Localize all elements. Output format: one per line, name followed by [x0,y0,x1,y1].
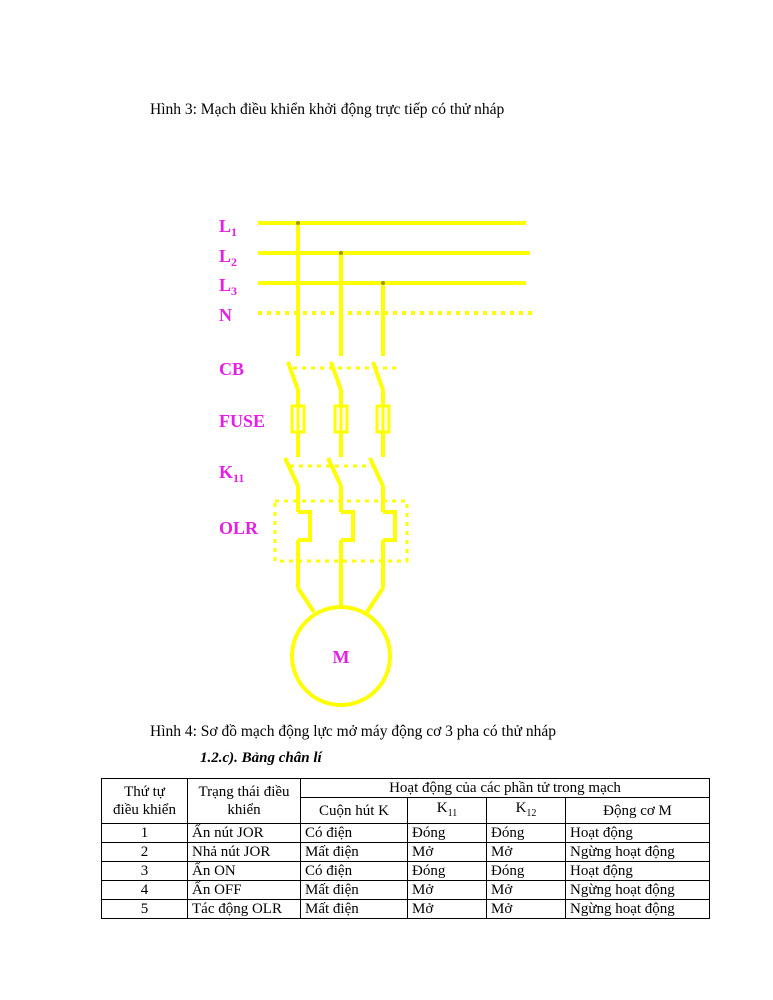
label-fuse: FUSE [219,411,266,431]
cell-state: Ấn ON [188,862,301,881]
k11-contact-1 [285,458,298,486]
cell-coil: Có điện [301,862,408,881]
olr-element-1 [298,512,310,540]
cell-order: 5 [102,900,188,919]
cell-state: Nhả nút JOR [188,843,301,862]
olr-element-3 [383,512,395,540]
cb-blade-1 [288,362,298,390]
cell-state: Ấn nút JOR [188,824,301,843]
cell-order: 4 [102,881,188,900]
cell-k11: Đóng [408,862,487,881]
table-row [102,824,710,843]
header-group: Hoạt động của các phần tử trong mạch [301,779,710,798]
cell-coil: Mất điện [301,881,408,900]
truth-table [101,778,710,919]
cell-k11: Đóng [408,824,487,843]
cell-coil: Có điện [301,824,408,843]
cell-motor: Ngừng hoạt động [566,843,710,862]
cell-k11: Mở [408,843,487,862]
cell-motor: Hoạt động [566,824,710,843]
table-row [102,881,710,900]
cell-motor: Hoạt động [566,862,710,881]
cell-order: 1 [102,824,188,843]
table-row [102,862,710,881]
header-k12: $K_{12}$ [487,798,566,824]
k11-contact-2 [328,458,341,486]
label-motor: M [332,647,350,667]
table-row [102,900,710,919]
junction-l2 [339,251,343,255]
cell-coil: Mất điện [301,843,408,862]
cell-k12: Mở [487,900,566,919]
cell-order: 3 [102,862,188,881]
cell-k12: Đóng [487,862,566,881]
figure-4-caption: Hình 4: Sơ đồ mạch động lực mở máy động cơ 3 pha có thử nháp [150,723,557,740]
cell-state: Ấn OFF [188,881,301,900]
header-motor: Động cơ M [566,798,710,824]
cell-k12: Đóng [487,824,566,843]
label-cb: CB [219,359,245,379]
header-state: Trạng thái điều khiển [188,779,301,824]
label-l3: $L_3$ [219,275,238,298]
cb-blade-2 [331,362,341,390]
label-n: N [219,305,232,325]
label-l2: $L_2$ [219,246,238,269]
table-row [102,843,710,862]
label-k11: $K_{11}$ [219,462,245,485]
cell-order: 2 [102,843,188,862]
label-olr: OLR [219,518,259,538]
junction-l3 [381,281,385,285]
cell-motor: Ngừng hoạt động [566,881,710,900]
figure-3-caption: Hình 3: Mạch điều khiển khởi động trực tiếp có thử nháp [150,101,505,118]
header-coil: Cuộn hút K [301,798,408,824]
olr-element-2 [341,512,353,540]
cell-k11: Mở [408,900,487,919]
header-order: Thứ tự điều khiển [102,779,188,824]
cell-motor: Ngừng hoạt động [566,900,710,919]
cb-blade-3 [373,362,383,390]
section-title: 1.2.c). Bảng chân lí [200,750,322,766]
cell-k11: Mở [408,881,487,900]
junction-l1 [296,221,300,225]
cell-state: Tác động OLR [188,900,301,919]
cell-k12: Mở [487,881,566,900]
cell-coil: Mất điện [301,900,408,919]
cell-k12: Mở [487,843,566,862]
k11-contact-3 [370,458,383,486]
label-l1: $L_1$ [219,216,238,239]
header-k11: $K_{11}$ [408,798,487,824]
